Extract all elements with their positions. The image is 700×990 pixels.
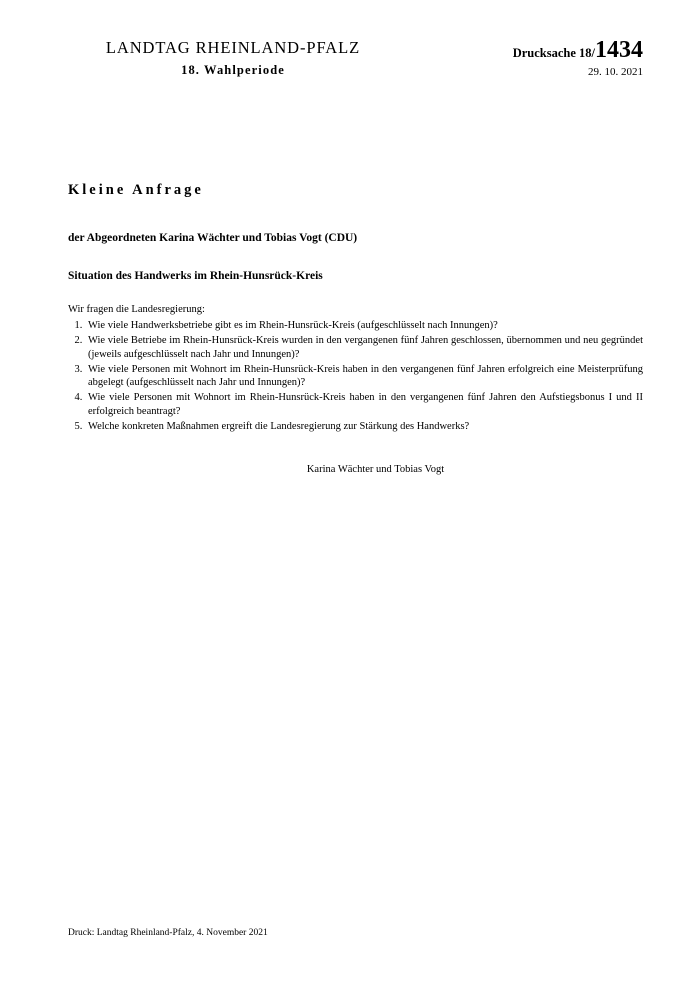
document-date: 29. 10. 2021 <box>588 66 643 78</box>
questions-list <box>68 319 643 434</box>
footer-print-info: Druck: Landtag Rheinland-Pfalz, 4. November 2021 <box>68 928 268 938</box>
list-item: 2. Wie viele Betriebe im Rhein-Hunsrück-Kreis wurden in den vergangenen fünf Jahren geschlossen, übernommen und neu gegründet (jeweils aufgeschlüsselt nach Jahr und Innungen)? <box>85 334 643 362</box>
questions-intro: Wir fragen die Landesregierung: <box>68 304 205 315</box>
document-authors: der Abgeordneten Karina Wächter und Tobias Vogt (CDU) <box>68 232 358 244</box>
parliament-name: LANDTAG RHEINLAND-PFALZ <box>105 38 361 57</box>
document-reference <box>513 38 643 62</box>
signature-block <box>68 464 643 475</box>
list-item: 4. Wie viele Personen mit Wohnort im Rhein-Hunsrück-Kreis haben in den vergangenen fünf Jahren den Aufstiegsbonus I und II erfolgreich beantragt? <box>85 391 643 419</box>
signature-names: Karina Wächter und Tobias Vogt <box>306 463 445 475</box>
legislative-period: 18. Wahlperiode <box>181 63 285 77</box>
document-number: 1434 <box>595 37 643 63</box>
header-right-block <box>513 38 643 78</box>
document-header <box>68 38 643 90</box>
header-left-block <box>68 38 398 78</box>
document-subject: Situation des Handwerks im Rhein-Hunsrück-Kreis <box>68 270 323 282</box>
page-content <box>68 38 643 948</box>
document-type-title: Kleine Anfrage <box>68 182 204 198</box>
list-item: 1. Wie viele Handwerksbetriebe gibt es im Rhein-Hunsrück-Kreis (aufgeschlüsselt nach Innungen)? <box>85 319 643 333</box>
list-item: 5. Welche konkreten Maßnahmen ergreift die Landesregierung zur Stärkung des Handwerks? <box>85 420 643 434</box>
list-item: 3. Wie viele Personen mit Wohnort im Rhein-Hunsrück-Kreis haben in den vergangenen fünf Jahren erfolgreich eine Meisterprüfung abgelegt (aufgeschlüsselt nach Jahr und Innungen)? <box>85 363 643 391</box>
document-label: Drucksache 18/ <box>512 46 595 60</box>
